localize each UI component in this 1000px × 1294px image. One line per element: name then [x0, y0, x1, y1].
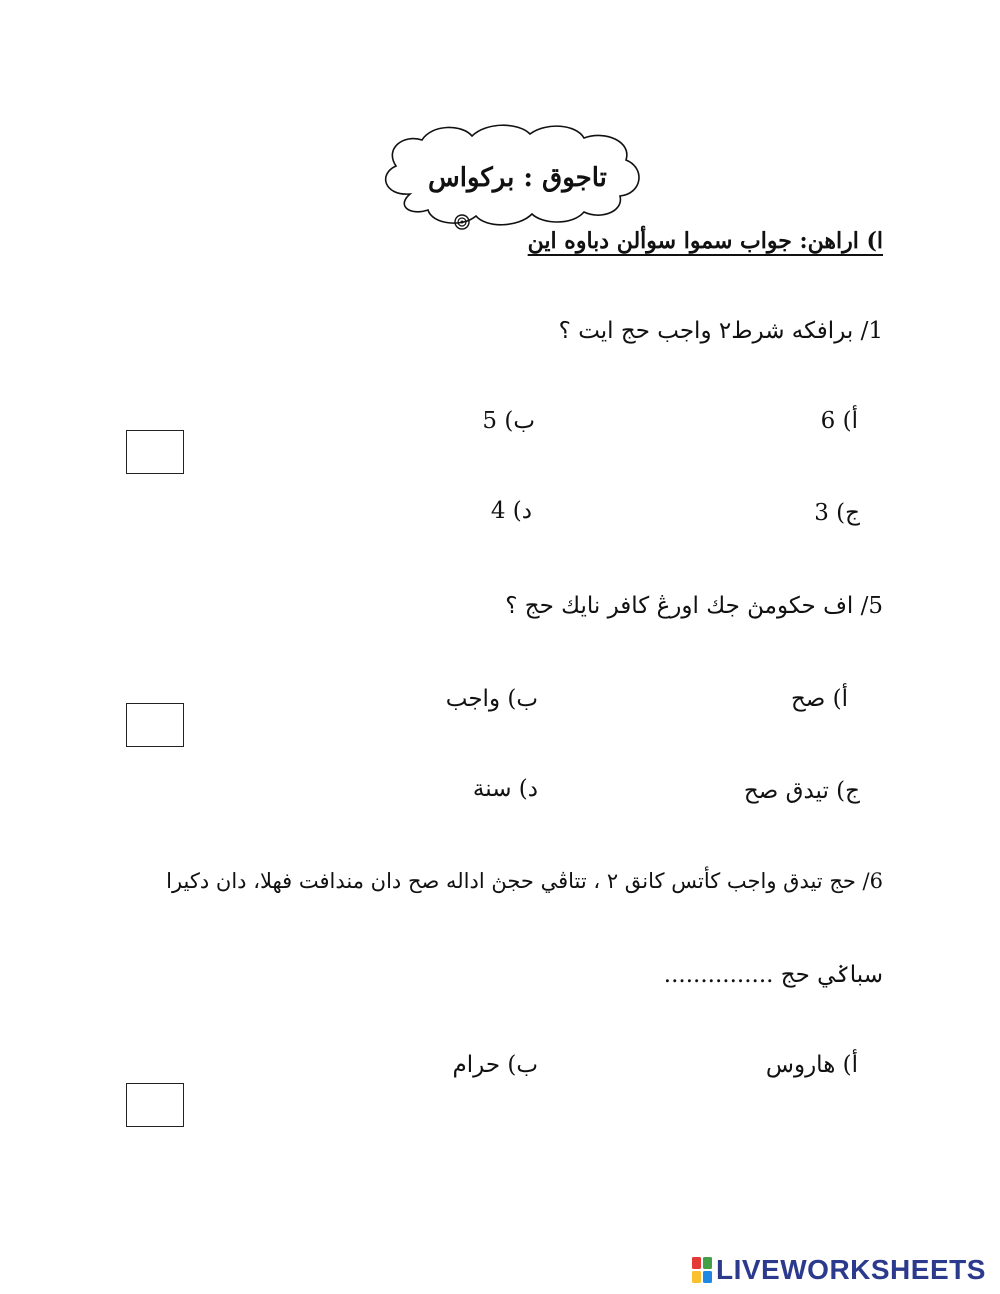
question-3-text-line-2: سباݢي حج ...............	[663, 962, 883, 988]
question-1-option-c: ج) 3	[814, 500, 860, 526]
question-3-text-line-1: 6/ حج تيدق واجب كأتس كانق ٢ ، تتاڤي حجڽ اداله صح دان مندافت فهلا، دان دكيرا	[166, 869, 883, 893]
question-1-option-a: أ) 6	[820, 408, 858, 434]
question-1-text: 1/ برافكه شرط٢ واجب حج ايت ؟	[558, 318, 883, 344]
question-3-option-b: ب) حرام	[452, 1052, 538, 1078]
question-2-option-d: د) سنة	[472, 776, 538, 802]
question-3-answer-box[interactable]	[126, 1083, 184, 1127]
question-2-option-c: ج) تيدق صح	[743, 778, 860, 804]
question-3-option-a: أ) هاروس	[765, 1052, 858, 1078]
question-2-answer-box[interactable]	[126, 703, 184, 747]
question-2-text: 5/ اف حكومڽ جك اورڠ كافر نايك حج ؟	[505, 593, 883, 619]
section-instruction: ا) اراهن: جواب سموا سوألن دباوه اين	[527, 228, 883, 254]
logo-text: LIVEWORKSHEETS	[716, 1254, 986, 1285]
page-title: تاجوق : بركواس	[428, 163, 607, 193]
question-2-option-a: أ) صح	[790, 686, 848, 712]
question-1-option-b: ب) 5	[482, 408, 535, 434]
question-1-answer-box[interactable]	[126, 430, 184, 474]
question-1-option-d: د) 4	[490, 498, 532, 524]
question-2-option-b: ب) واجب	[445, 686, 538, 712]
logo-tiles-icon	[692, 1257, 712, 1283]
liveworksheets-logo	[692, 1254, 986, 1286]
